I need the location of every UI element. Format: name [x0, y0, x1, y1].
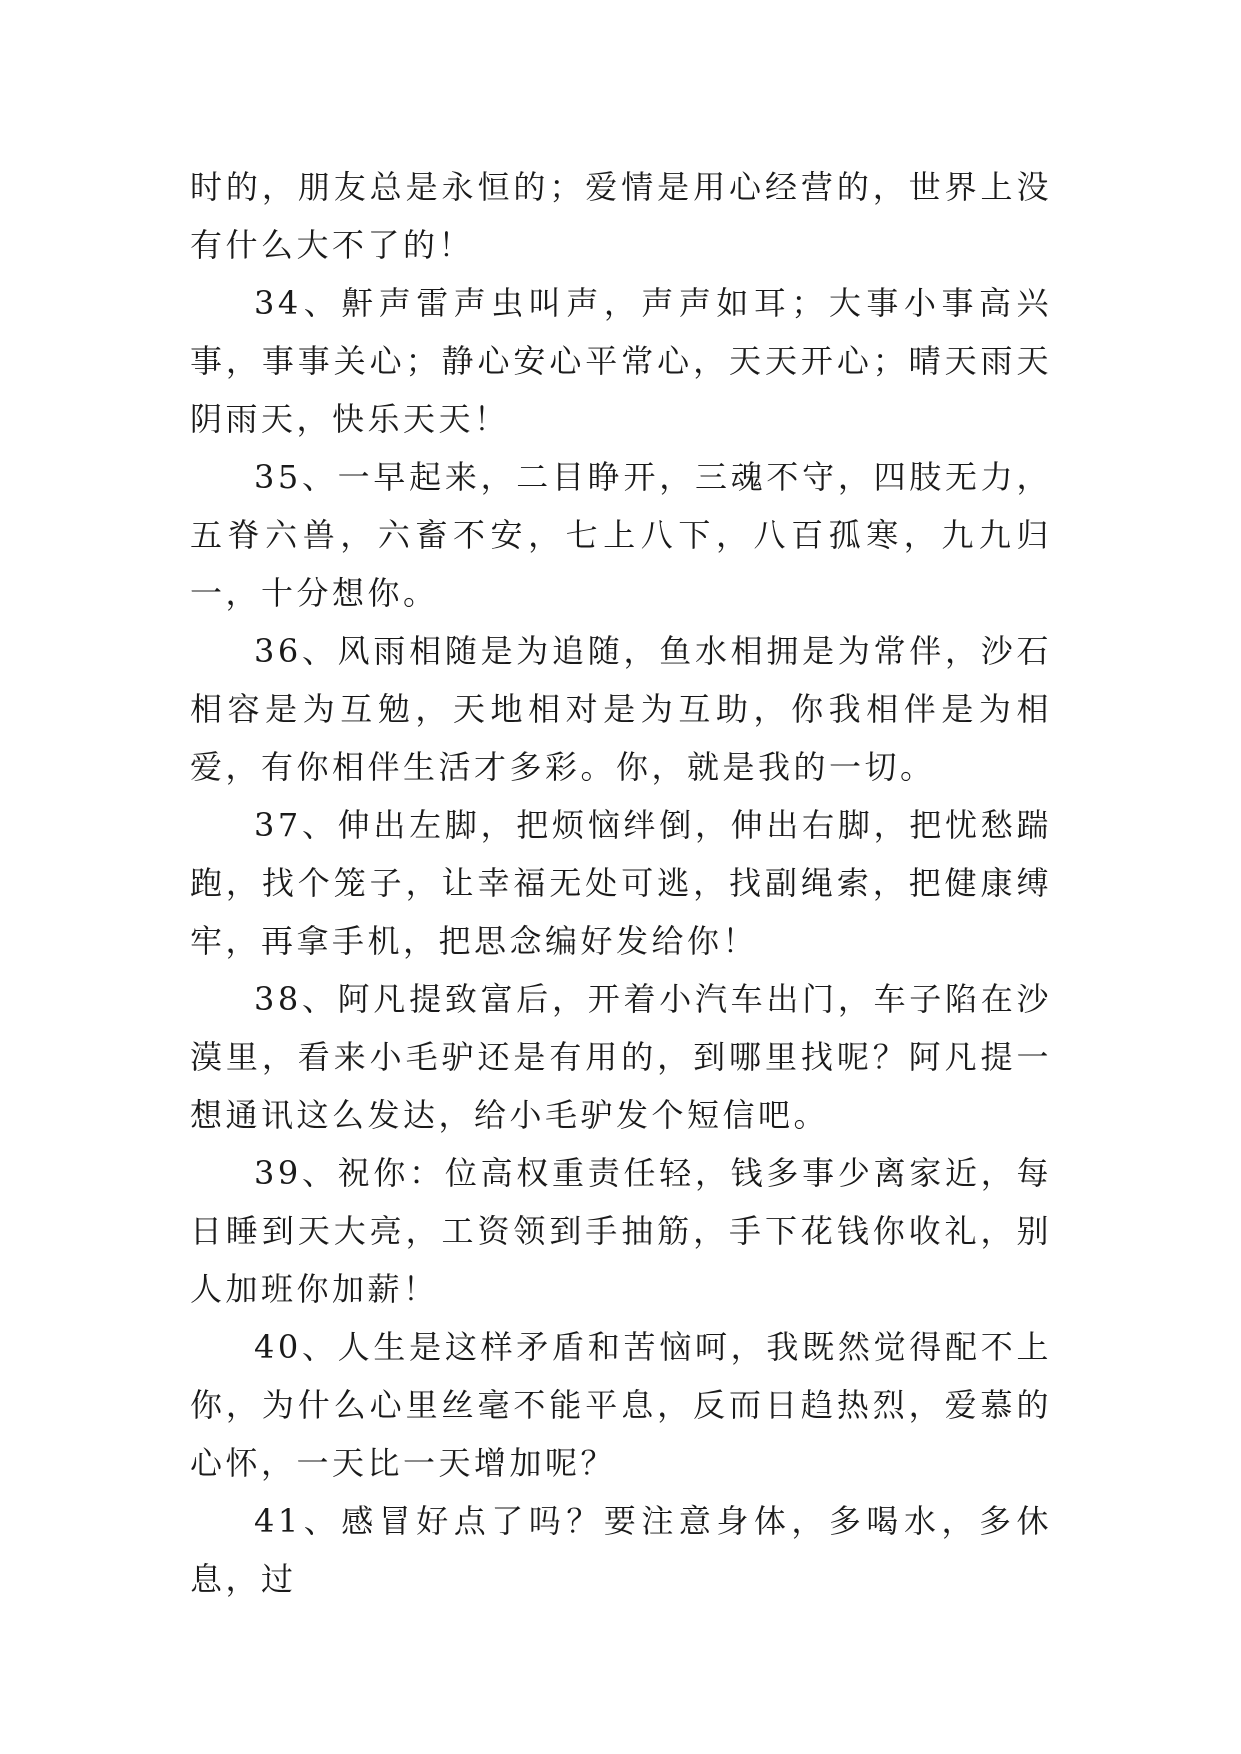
paragraph-38: 38、阿凡提致富后，开着小汽车出门，车子陷在沙漠里，看来小毛驴还是有用的，到哪里找呢？阿凡提一想通讯这么发达，给小毛驴发个短信吧。 — [190, 980, 1052, 1134]
paragraph-39: 39、祝你：位高权重责任轻，钱多事少离家近，每日睡到天大亮，工资领到手抽筋，手下花钱你收礼，别人加班你加薪！ — [190, 1154, 1052, 1308]
paragraph-41: 41、感冒好点了吗？要注意身体，多喝水，多休息，过 — [190, 1502, 1052, 1598]
paragraph-35: 35、一早起来，二目睁开，三魂不守，四肢无力，五脊六兽，六畜不安，七上八下，八百孤寒，九九归一，十分想你。 — [190, 458, 1052, 612]
paragraph-40: 40、人生是这样矛盾和苦恼呵，我既然觉得配不上你，为什么心里丝毫不能平息，反而日趋热烈，爱慕的心怀，一天比一天增加呢？ — [190, 1328, 1052, 1482]
paragraph-34: 34、鼾声雷声虫叫声，声声如耳；大事小事高兴事，事事关心；静心安心平常心，天天开心；晴天雨天阴雨天，快乐天天！ — [190, 284, 1052, 438]
paragraph-continued: 时的，朋友总是永恒的；爱情是用心经营的，世界上没有什么大不了的！ — [190, 168, 1052, 264]
body-text — [190, 158, 1052, 1608]
paragraph-36: 36、风雨相随是为追随，鱼水相拥是为常伴，沙石相容是为互勉，天地相对是为互助，你我相伴是为相爱，有你相伴生活才多彩。你，就是我的一切。 — [190, 632, 1052, 786]
paragraph-37: 37、伸出左脚，把烦恼绊倒，伸出右脚，把忧愁踹跑，找个笼子，让幸福无处可逃，找副绳索，把健康缚牢，再拿手机，把思念编好发给你！ — [190, 806, 1052, 960]
